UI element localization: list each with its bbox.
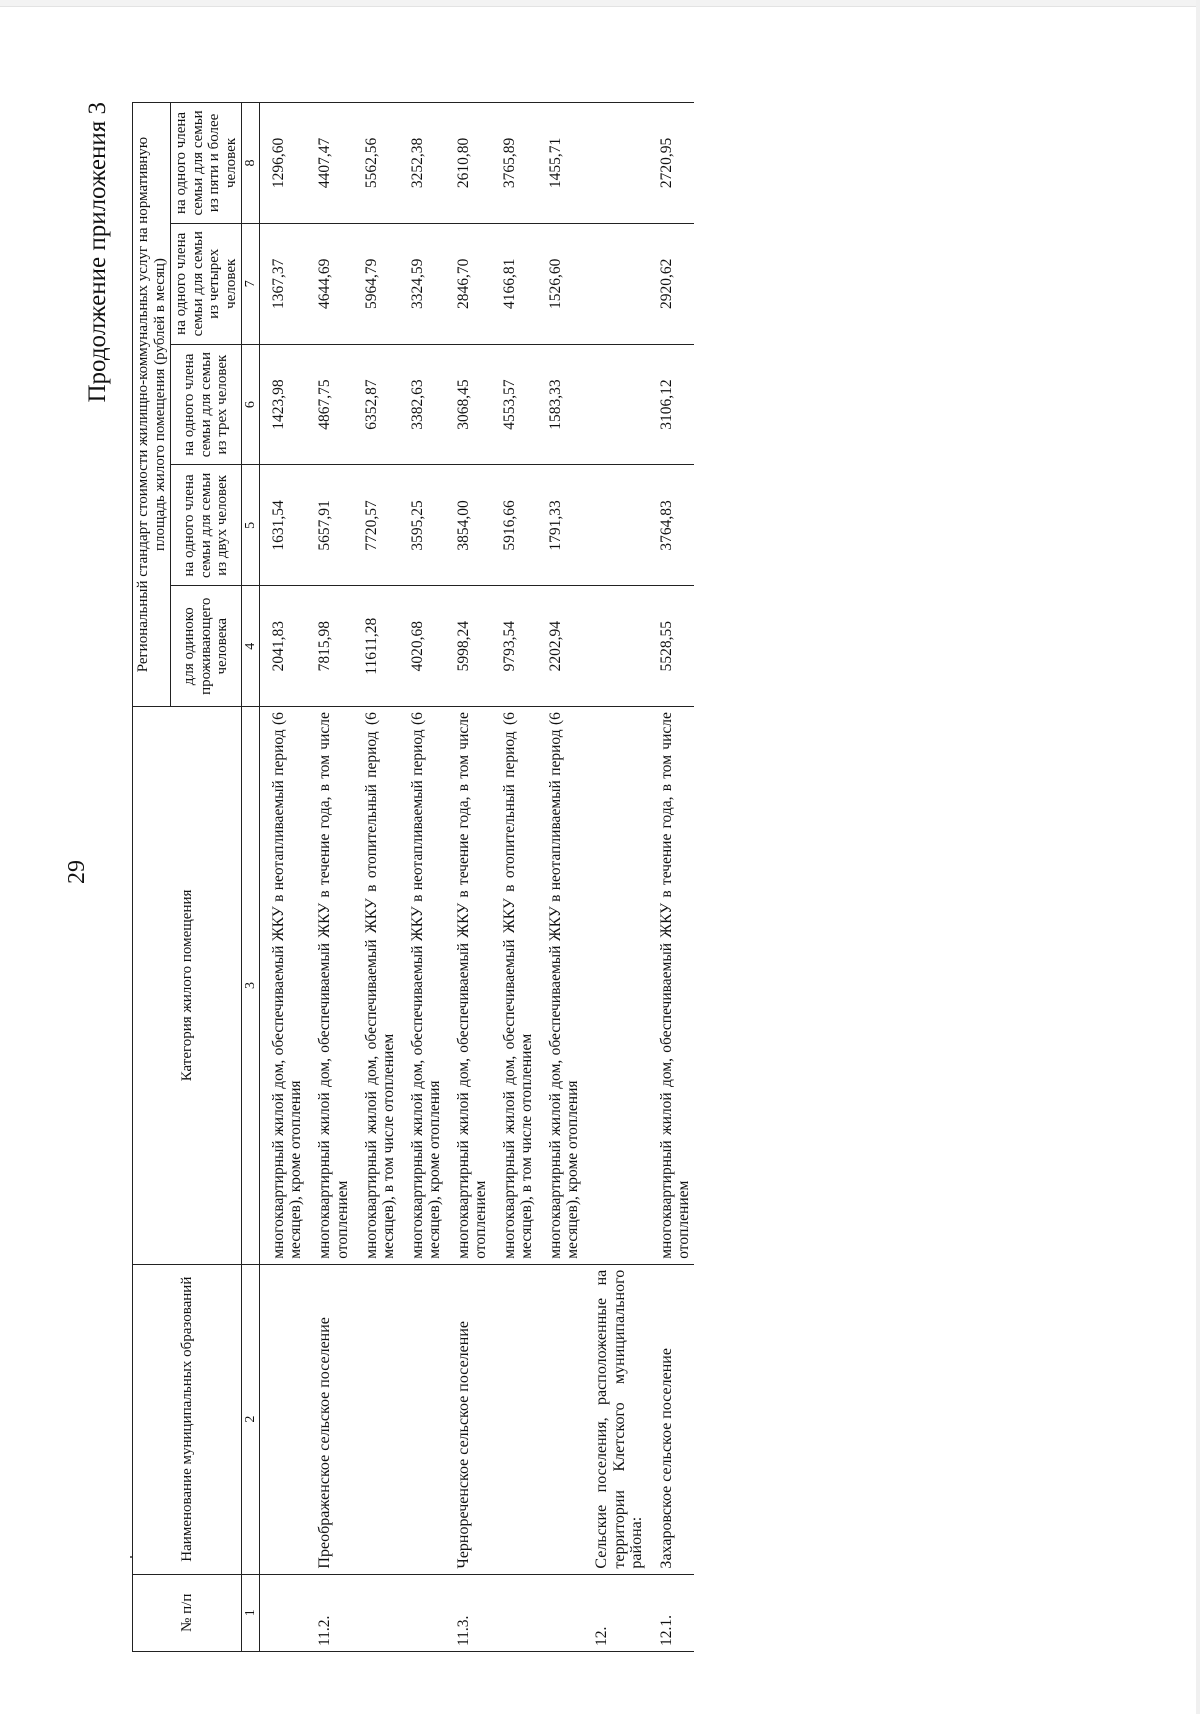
row-value-2: 5657,91 — [306, 465, 352, 586]
row-value-5: 1296,60 — [260, 103, 307, 224]
row-num — [353, 1574, 399, 1651]
row-value-5: 2610,80 — [445, 103, 491, 224]
row-value-3 — [583, 344, 648, 465]
header-num: № п/п — [133, 1574, 242, 1651]
row-value-4: 4166,81 — [491, 223, 537, 344]
row-name — [399, 1264, 445, 1574]
row-value-2: 3595,25 — [399, 465, 445, 586]
row-category: многоквартирный жилой дом, обеспечиваемый ЖКУ в течение года, в том числе отоплением — [648, 707, 694, 1265]
row-value-1: 5998,24 — [445, 586, 491, 707]
row-value-1: 7815,98 — [306, 586, 352, 707]
row-name: Сельские поселения, расположенные на территории Клетского муниципального района: — [583, 1264, 648, 1574]
row-value-1 — [583, 586, 648, 707]
table-row — [353, 103, 399, 1652]
row-value-4: 3324,59 — [399, 223, 445, 344]
row-value-2: 1791,33 — [537, 465, 583, 586]
row-value-5: 4407,47 — [306, 103, 352, 224]
row-value-2: 7720,57 — [353, 465, 399, 586]
row-value-4: 1367,37 — [260, 223, 307, 344]
table-row — [260, 103, 307, 1652]
table-row — [306, 103, 352, 1652]
row-value-3: 4553,57 — [491, 344, 537, 465]
header-sub-4: на одного члена семьи для семьи из четырех человек — [171, 223, 242, 344]
table-row — [445, 103, 491, 1652]
row-category: многоквартирный жилой дом, обеспечиваемый ЖКУ в отопительный период (6 месяцев), в том числе отоплением — [353, 707, 399, 1265]
col-number-6: 6 — [242, 344, 260, 465]
row-category: многоквартирный жилой дом, обеспечиваемый ЖКУ в неотапливаемый период (6 месяцев), кроме отопления — [260, 707, 307, 1265]
row-value-3: 6352,87 — [353, 344, 399, 465]
row-value-2 — [583, 465, 648, 586]
row-name: Захаровское сельское поселение — [648, 1264, 694, 1574]
row-name — [353, 1264, 399, 1574]
row-value-1: 4020,68 — [399, 586, 445, 707]
row-name — [491, 1264, 537, 1574]
row-value-4: 1526,60 — [537, 223, 583, 344]
row-value-3: 4867,75 — [306, 344, 352, 465]
row-value-4: 4644,69 — [306, 223, 352, 344]
col-number-8: 8 — [242, 103, 260, 224]
rates-table — [132, 102, 694, 1652]
row-value-2: 3854,00 — [445, 465, 491, 586]
row-num: 11.2. — [306, 1574, 352, 1651]
row-value-3: 1423,98 — [260, 344, 307, 465]
row-num: 12. — [583, 1574, 648, 1651]
header-sub-1: для одиноко проживающего человека — [171, 586, 242, 707]
row-category: многоквартирный жилой дом, обеспечиваемый ЖКУ в течение года, в том числе отоплением — [445, 707, 491, 1265]
scan-edge-top — [0, 0, 1200, 7]
col-number-3: 3 — [242, 707, 260, 1265]
row-name: Чернореченское сельское поселение — [445, 1264, 491, 1574]
row-value-5: 1455,71 — [537, 103, 583, 224]
row-value-1: 2041,83 — [260, 586, 307, 707]
col-number-7: 7 — [242, 223, 260, 344]
row-value-1: 11611,28 — [353, 586, 399, 707]
row-num — [491, 1574, 537, 1651]
header-name: Наименование муниципальных образований — [133, 1264, 242, 1574]
row-name: Преображенское сельское поселение — [306, 1264, 352, 1574]
row-value-3: 3068,45 — [445, 344, 491, 465]
row-category: многоквартирный жилой дом, обеспечиваемый ЖКУ в неотапливаемый период (6 месяцев), кроме отопления — [537, 707, 583, 1265]
row-value-5: 2720,95 — [648, 103, 694, 224]
header-sub-3: на одного члена семьи для семьи из трех человек — [171, 344, 242, 465]
row-category: многоквартирный жилой дом, обеспечиваемый ЖКУ в неотапливаемый период (6 месяцев), кроме отопления — [399, 707, 445, 1265]
row-category — [583, 707, 648, 1265]
header-sub-5: на одного члена семьи для семьи из пяти и более человек — [171, 103, 242, 224]
table-row — [399, 103, 445, 1652]
col-number-1: 1 — [242, 1574, 260, 1651]
row-value-1: 9793,54 — [491, 586, 537, 707]
row-value-3: 1583,33 — [537, 344, 583, 465]
row-value-5 — [583, 103, 648, 224]
table-row — [583, 103, 648, 1652]
row-category: многоквартирный жилой дом, обеспечиваемый ЖКУ в отопительный период (6 месяцев), в том числе отоплением — [491, 707, 537, 1265]
scan-edge-right — [1196, 0, 1200, 1714]
row-num: 11.3. — [445, 1574, 491, 1651]
rotated-page — [40, 82, 1160, 1682]
row-name — [260, 1264, 307, 1574]
row-value-4: 5964,79 — [353, 223, 399, 344]
row-value-4: 2920,62 — [648, 223, 694, 344]
header-group-title: Региональный стандарт стоимости жилищно-коммунальных услуг на нормативную площадь жилого помещения (рублей в месяц) — [133, 103, 171, 707]
page-number: 29 — [64, 860, 90, 884]
table-row — [491, 103, 537, 1652]
row-value-1: 5528,55 — [648, 586, 694, 707]
row-value-2: 5916,66 — [491, 465, 537, 586]
table-row — [537, 103, 583, 1652]
row-value-5: 3765,89 — [491, 103, 537, 224]
row-num — [537, 1574, 583, 1651]
row-value-3: 3106,12 — [648, 344, 694, 465]
col-number-5: 5 — [242, 465, 260, 586]
row-value-2: 3764,83 — [648, 465, 694, 586]
header-category: Категория жилого помещения — [133, 707, 242, 1265]
header-sub-2: на одного члена семьи для семьи из двух человек — [171, 465, 242, 586]
row-num: 12.1. — [648, 1574, 694, 1651]
col-number-4: 4 — [242, 586, 260, 707]
col-number-2: 2 — [242, 1264, 260, 1574]
continuation-title: Продолжение приложения 3 — [84, 102, 111, 403]
row-value-2: 1631,54 — [260, 465, 307, 586]
row-num — [399, 1574, 445, 1651]
row-value-5: 3252,38 — [399, 103, 445, 224]
row-value-1: 2202,94 — [537, 586, 583, 707]
row-value-3: 3382,63 — [399, 344, 445, 465]
row-name — [537, 1264, 583, 1574]
row-value-4 — [583, 223, 648, 344]
table-row — [648, 103, 694, 1652]
row-category: многоквартирный жилой дом, обеспечиваемый ЖКУ в течение года, в том числе отоплением — [306, 707, 352, 1265]
row-num — [260, 1574, 307, 1651]
row-value-4: 2846,70 — [445, 223, 491, 344]
row-value-5: 5562,56 — [353, 103, 399, 224]
